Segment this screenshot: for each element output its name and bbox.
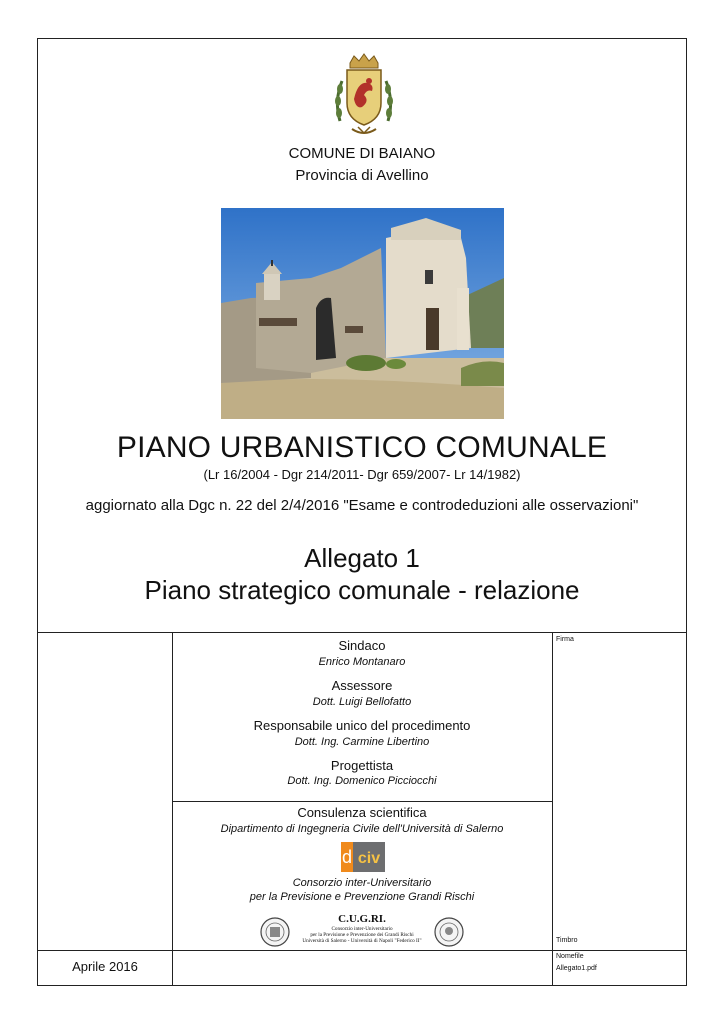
name-sindaco: Enrico Montanaro — [318, 656, 406, 668]
column-divider-right — [552, 632, 553, 985]
dciv-logo-d: d — [341, 847, 353, 867]
church-photo — [221, 208, 504, 419]
cugri-line-3: Università di Salerno - Università di Napoli "Federico II" — [302, 938, 422, 944]
firma-label: Firma — [556, 636, 574, 643]
nomefile-value: Allegato1.pdf — [556, 965, 597, 972]
role-sindaco: Sindaco — [338, 638, 386, 653]
attachment-title: Piano strategico comunale - relazione — [144, 575, 580, 605]
municipal-coat-of-arms — [332, 51, 396, 141]
consulenza-divider — [172, 801, 552, 802]
consorzio-line-2: per la Previsione e Prevenzione Grandi Rischi — [249, 891, 475, 903]
name-responsabile: Dott. Ing. Carmine Libertino — [294, 736, 430, 748]
comune-name: COMUNE DI BAIANO — [288, 145, 436, 162]
nomefile-label: Nomefile — [556, 953, 584, 960]
attachment-number: Allegato 1 — [304, 543, 420, 573]
timbro-label: Timbro — [556, 937, 578, 944]
consorzio-line-1: Consorzio inter-Universitario — [292, 877, 432, 889]
cugri-line-2: per la Previsione e Prevenzione dei Grandi Rischi — [310, 932, 414, 938]
consulenza-label: Consulenza scientifica — [297, 805, 427, 820]
section-divider — [38, 632, 686, 633]
dciv-logo — [341, 842, 385, 872]
legal-references: (Lr 16/2004 - Dgr 214/2011- Dgr 659/2007- Lr 14/1982) — [203, 467, 521, 482]
consulenza-department: Dipartimento di Ingegneria Civile dell'Università di Salerno — [220, 823, 504, 835]
cover-frame — [37, 38, 687, 986]
cugri-logo — [256, 913, 468, 951]
cugri-line-1: Consorzio inter-Universitario — [331, 926, 393, 932]
document-date: Aprile 2016 — [72, 959, 138, 974]
document-title: PIANO URBANISTICO COMUNALE — [116, 431, 608, 464]
name-progettista: Dott. Ing. Domenico Picciocchi — [287, 775, 437, 787]
role-responsabile: Responsabile unico del procedimento — [253, 718, 471, 733]
role-progettista: Progettista — [330, 758, 394, 773]
cugri-title: C.U.G.RI. — [338, 913, 386, 925]
cugri-subtitle — [296, 926, 428, 944]
name-assessore: Dott. Luigi Bellofatto — [312, 696, 412, 708]
dciv-logo-civ: civ — [357, 850, 381, 867]
dciv-logo-mark — [341, 842, 385, 872]
role-assessore: Assessore — [331, 678, 393, 693]
provincia-name: Provincia di Avellino — [295, 167, 429, 184]
update-note: aggiornato alla Dgc n. 22 del 2/4/2016 "Esame e controdeduzioni alle osservazioni" — [85, 497, 639, 514]
